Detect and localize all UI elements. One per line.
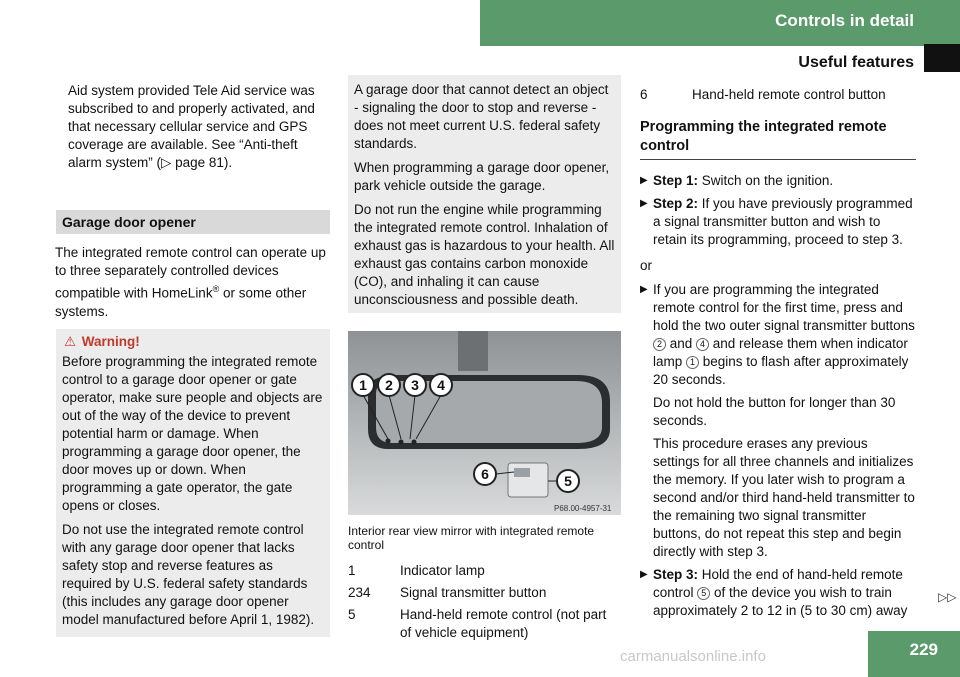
legend-item-5 — [348, 606, 621, 642]
subsection-title: Useful features — [798, 54, 914, 71]
box-paragraph-1: A garage door that cannot detect an object - signaling the door to stop and reverse - does not meet current U.S. federal safety standards. — [354, 82, 609, 151]
step-1: ▶ Step 1: Switch on the ignition. — [640, 173, 834, 188]
section-title: Controls in detail — [775, 11, 914, 30]
legend-key: 234 — [348, 585, 371, 600]
arrow-icon: ▶ — [640, 284, 648, 295]
header-marker — [924, 44, 960, 72]
figure-code: P68.00-4957-31 — [554, 504, 612, 513]
figure-caption: Interior rear view mirror with integrated remote control — [348, 524, 595, 552]
watermark: carmanualsonline.info — [620, 648, 766, 665]
warning-continued-box — [348, 75, 621, 313]
programming-heading: Programming the integrated remote control — [640, 118, 916, 160]
legend-text: Signal transmitter button — [400, 585, 547, 600]
mirror-figure — [348, 331, 621, 515]
figure-label-2: 2 — [377, 373, 401, 397]
garage-door-heading: Garage door opener — [56, 210, 330, 234]
garage-intro: The integrated remote control can operate up to three separately controlled devices compatible with HomeLink® or some other systems. — [55, 245, 326, 319]
step-3: ▶ Step 3: Hold the end of hand-held remote control 5 of the device you wish to train approximately 2 to 12 in (5 to 30 cm) away — [640, 567, 908, 618]
figure-label-1: 1 — [351, 373, 375, 397]
column-right — [640, 0, 916, 625]
warning-paragraph-1: Before programming the integrated remote control to a garage door opener or gate operator, make sure people and objects are out of the way of the device to prevent potential harm or damage. When programming a garage door opener, the door moves up or down. When programming a gate operator, the gate opens or closes. — [62, 353, 323, 513]
arrow-icon: ▶ — [640, 569, 648, 580]
figure-label-3: 3 — [403, 373, 427, 397]
legend-key: 5 — [348, 607, 356, 622]
legend-item-6 — [640, 86, 916, 104]
or-text: or — [640, 258, 653, 273]
page-number: 229 — [868, 631, 960, 677]
intro-paragraph: Aid system provided Tele Aid service was subscribed to and properly activated, and that necessary cellular service and GPS coverage are available. See “Anti-theft alarm system” (▷ page 81). — [68, 83, 315, 170]
warning-paragraph-2: Do not use the integrated remote control with any garage door opener that lacks safety stop and reverse features as required by U.S. federal safety standards (this includes any garage door opener model manufactured before April 1, 1982). — [62, 521, 315, 627]
legend-key: 6 — [640, 87, 648, 102]
mirror-illustration — [348, 331, 621, 515]
step-2: ▶ Step 2: If you have previously programmed a signal transmitter button and wish to retain its programming, proceed to step 3. — [640, 196, 913, 247]
warning-icon: ⚠ — [63, 333, 77, 349]
column-left — [56, 82, 330, 637]
note-erase: This procedure erases any previous settings for all three channels and initializes the memory. If you later wish to program a second and/or third hand-held transmitter to the remaining two signal transmitter buttons, do not repeat this step and begin directly with step 3. — [653, 436, 915, 559]
box-paragraph-2: When programming a garage door opener, park vehicle outside the garage. — [354, 160, 610, 193]
box-paragraph-3: Do not run the engine while programming the integrated remote control. Inhalation of exhaust gas is hazardous to your health. All exhaust gas contains carbon monoxide (CO), and inhaling it can cause unconsciousness and possible death. — [354, 202, 615, 307]
note-hold: Do not hold the button for longer than 30 seconds. — [653, 395, 896, 428]
legend-item-1 — [348, 562, 621, 580]
column-middle — [348, 0, 621, 646]
figure-label-4: 4 — [429, 373, 453, 397]
step-alt: ▶ If you are programming the integrated remote control for the first time, press and hold the two outer signal transmitter buttons 2 and 4 and release them when indicator lamp 1 begins to flash after approximately 20 seconds. — [640, 282, 915, 387]
legend-text: Hand-held remote control button — [692, 87, 886, 102]
arrow-icon: ▶ — [640, 175, 648, 186]
legend-text: Indicator lamp — [400, 563, 485, 578]
legend-key: 1 — [348, 563, 356, 578]
legend-text: Hand-held remote control (not part of vehicle equipment) — [400, 607, 607, 640]
arrow-icon: ▶ — [640, 198, 648, 209]
continue-arrow-icon: ▷▷ — [938, 590, 957, 604]
legend-item-234 — [348, 584, 621, 602]
warning-title: ⚠ Warning! — [63, 333, 140, 349]
figure-label-6: 6 — [473, 462, 497, 486]
warning-box — [56, 329, 330, 637]
figure-label-5: 5 — [556, 469, 580, 493]
